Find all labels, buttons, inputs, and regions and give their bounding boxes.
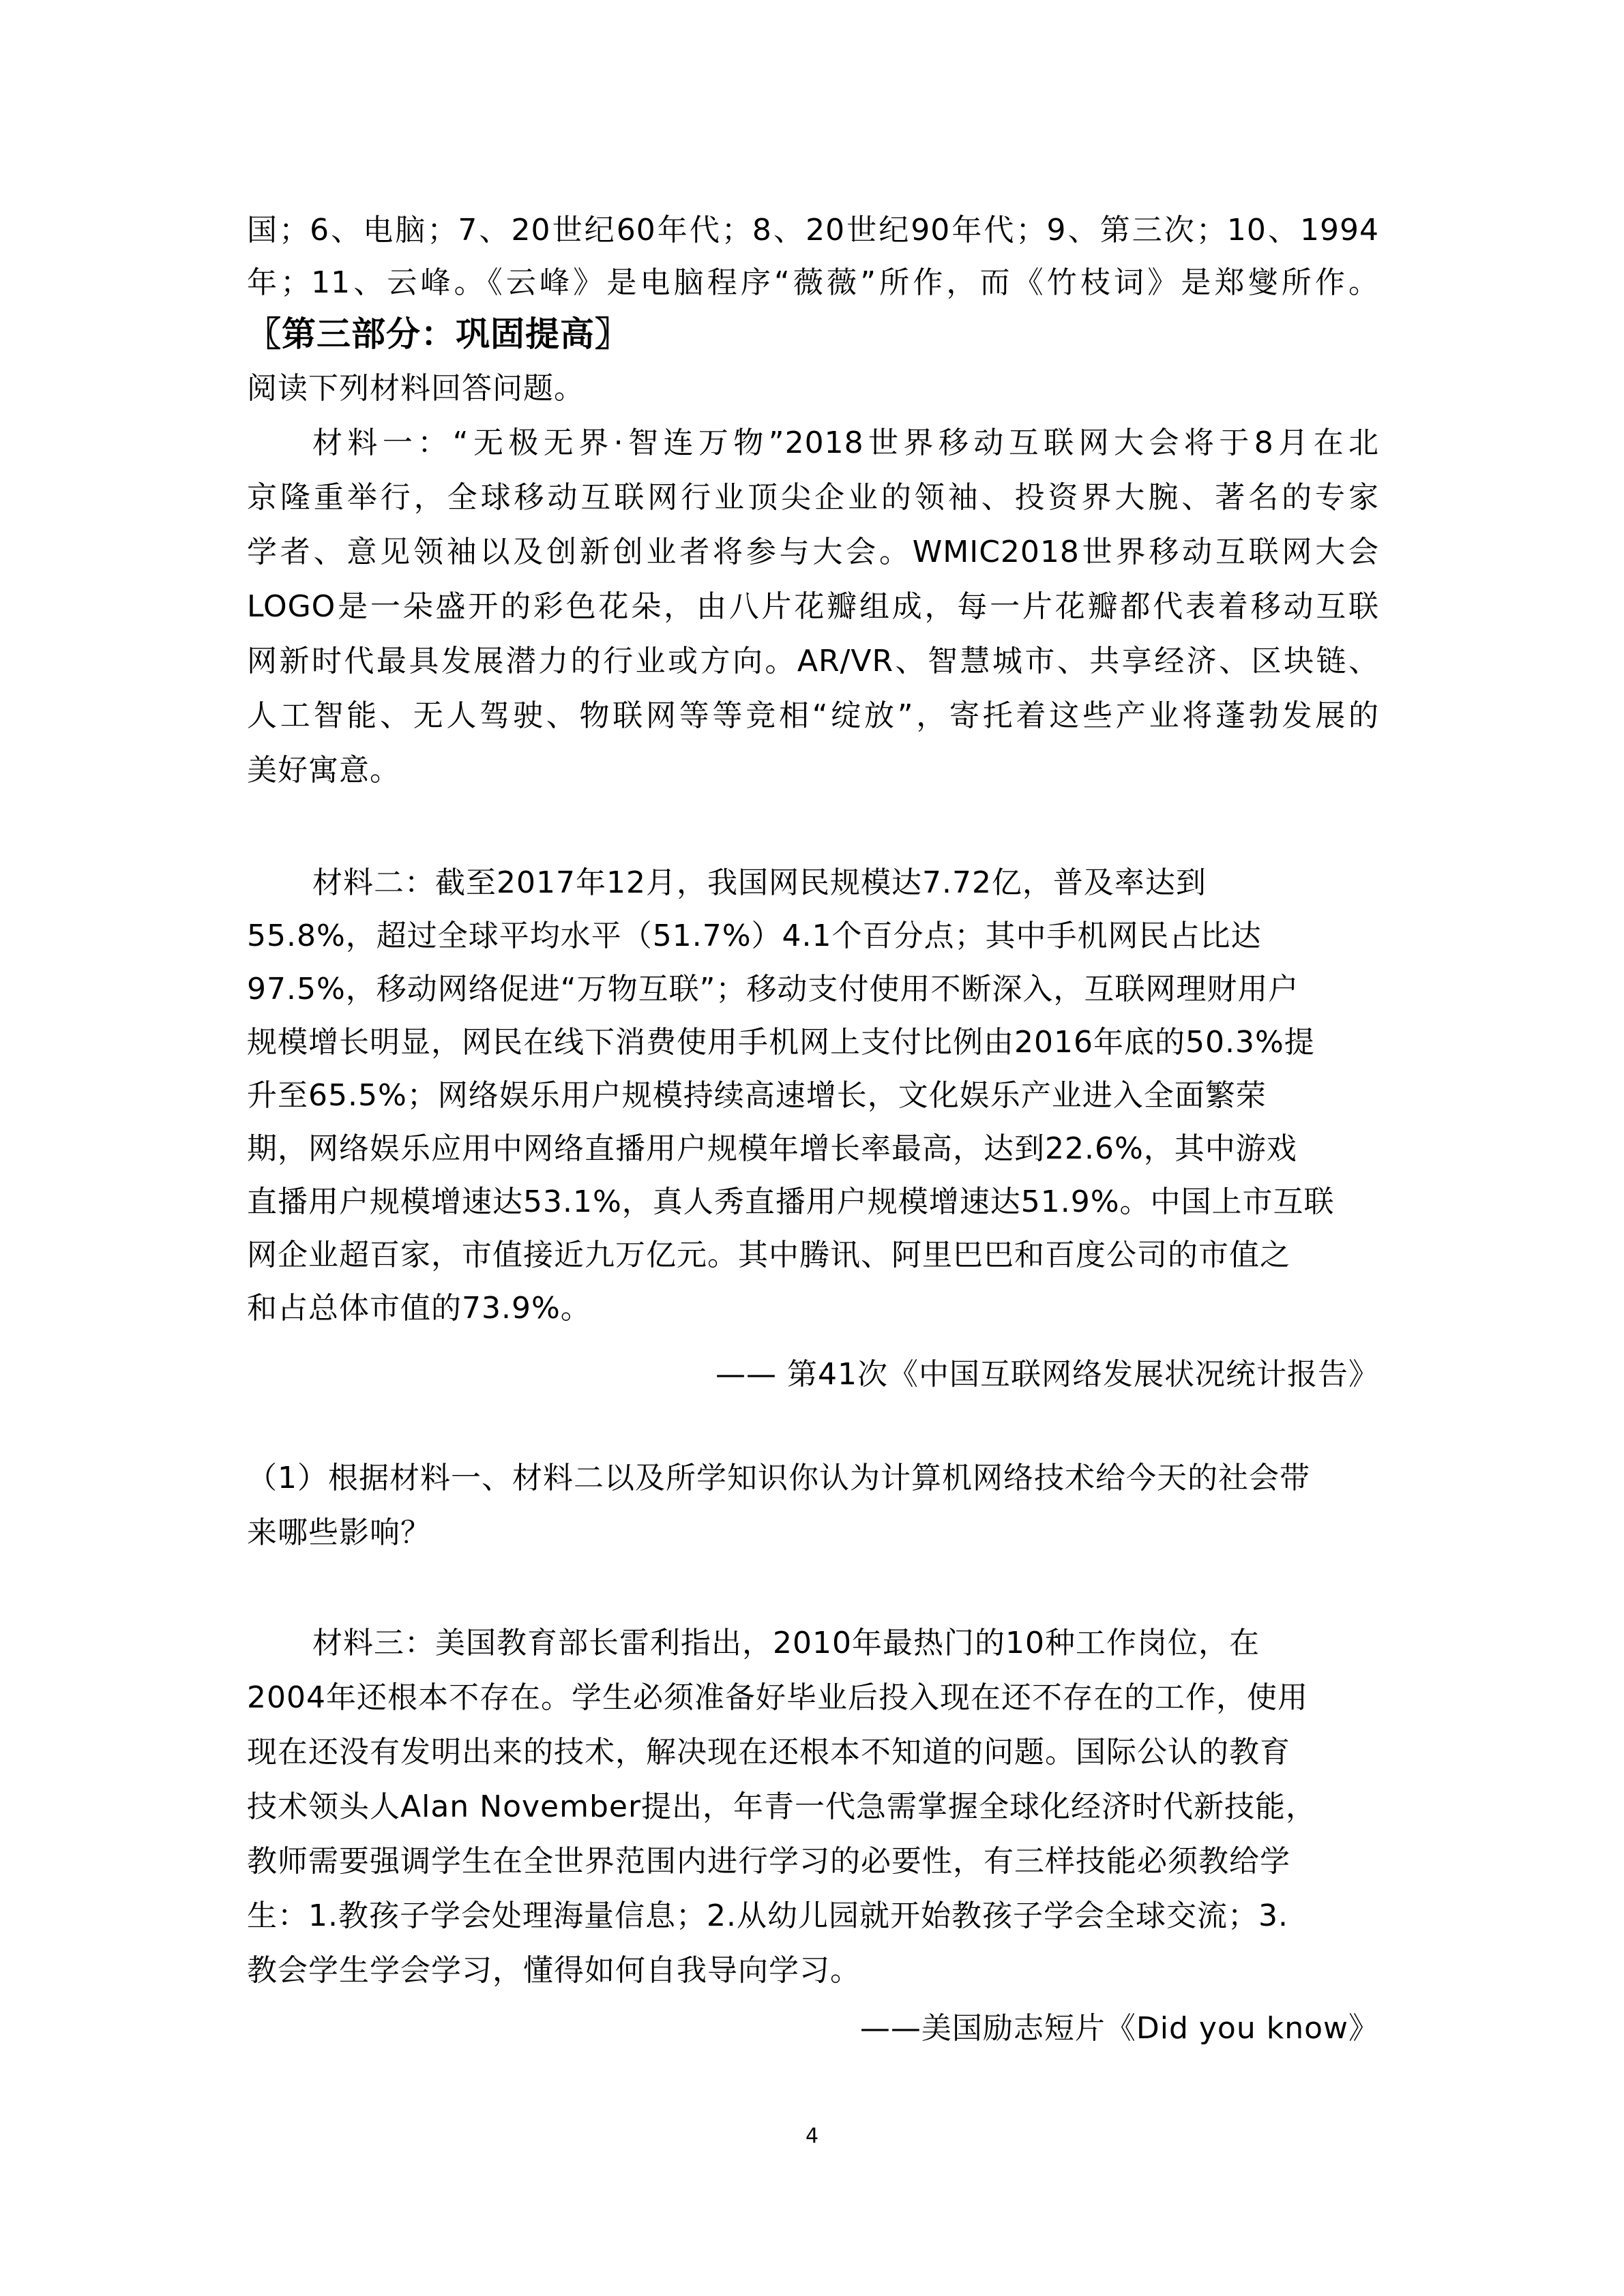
material2-line: 直播用户规模增速达53.1%，真人秀直播用户规模增速达51.9%。中国上市互联 bbox=[247, 1184, 1335, 1219]
material2-line: 规模增长明显，网民在线下消费使用手机网上支付比例由2016年底的50.3%提 bbox=[247, 1025, 1315, 1060]
material3-line: 技术领头人Alan November提出，年青一代急需掌握全球化经济时代新技能， bbox=[247, 1789, 1317, 1824]
material1-line: 网新时代最具发展潜力的行业或方向。AR/VR、智慧城市、共享经济、区块链、 bbox=[247, 644, 1379, 679]
material3-line: 生：1.教孩子学会处理海量信息；2.从幼儿园就开始教孩子学会全球交流；3. bbox=[247, 1898, 1288, 1933]
material2-source: —— 第41次《中国互联网络发展状况统计报告》 bbox=[715, 1357, 1379, 1392]
answer-line-1: 国；6、电脑；7、20世纪60年代；8、20世纪90年代；9、第三次；10、1994 bbox=[247, 213, 1379, 248]
material2-line: 期，网络娱乐应用中网络直播用户规模年增长率最高，达到22.6%，其中游戏 bbox=[247, 1131, 1297, 1166]
material3-line: 材料三：美国教育部长雷利指出，2010年最热门的10种工作岗位，在 bbox=[312, 1626, 1260, 1660]
material3-line: 现在还没有发明出来的技术，解决现在还根本不知道的问题。国际公认的教育 bbox=[247, 1735, 1290, 1770]
material3-line: 教会学生学会学习，懂得如何自我导向学习。 bbox=[247, 1953, 861, 1988]
material2-line: 55.8%，超过全球平均水平（51.7%）4.1个百分点；其中手机网民占比达 bbox=[247, 919, 1262, 953]
answer-line-2: 年；11、云峰。《云峰》是电脑程序“薇薇”所作，而《竹枝词》是郑燮所作。 bbox=[247, 265, 1379, 300]
material1-line: 材料一：“无极无界·智连万物”2018世界移动互联网大会将于8月在北 bbox=[312, 426, 1379, 460]
material3-source: ——美国励志短片《Did you know》 bbox=[859, 2011, 1379, 2046]
material1-line: 京隆重举行，全球移动互联网行业顶尖企业的领袖、投资界大腕、著名的专家 bbox=[247, 480, 1379, 515]
section-heading: 〖第三部分：巩固提高〗 bbox=[247, 314, 630, 354]
material2-line: 升至65.5%；网络娱乐用户规模持续高速增长，文化娱乐产业进入全面繁荣 bbox=[247, 1078, 1267, 1113]
material2-line: 和占总体市值的73.9%。 bbox=[247, 1291, 591, 1326]
material1-line: 美好寓意。 bbox=[247, 753, 400, 788]
material2-line: 97.5%，移动网络促进“万物互联”；移动支付使用不断深入，互联网理财用户 bbox=[247, 972, 1299, 1007]
material3-line: 2004年还根本不存在。学生必须准备好毕业后投入现在还不存在的工作，使用 bbox=[247, 1680, 1308, 1715]
material2-line: 网企业超百家，市值接近九万亿元。其中腾讯、阿里巴巴和百度公司的市值之 bbox=[247, 1238, 1290, 1272]
page-number: 4 bbox=[805, 2124, 819, 2148]
section-instruction: 阅读下列材料回答问题。 bbox=[247, 371, 585, 406]
material1-line: 人工智能、无人驾驶、物联网等等竞相“绽放”，寄托着这些产业将蓬勃发展的 bbox=[247, 698, 1379, 733]
material2-line: 材料二：截至2017年12月，我国网民规模达7.72亿，普及率达到 bbox=[312, 865, 1207, 900]
question1-line: （1）根据材料一、材料二以及所学知识你认为计算机网络技术给今天的社会带 bbox=[247, 1461, 1310, 1495]
material3-line: 教师需要强调学生在全世界范围内进行学习的必要性，有三样技能必须教给学 bbox=[247, 1844, 1290, 1879]
question1-line: 来哪些影响？ bbox=[247, 1515, 431, 1550]
material1-line: 学者、意见领袖以及创新创业者将参与大会。WMIC2018世界移动互联网大会 bbox=[247, 535, 1379, 569]
material1-line: LOGO是一朵盛开的彩色花朵，由八片花瓣组成，每一片花瓣都代表着移动互联 bbox=[247, 589, 1379, 624]
